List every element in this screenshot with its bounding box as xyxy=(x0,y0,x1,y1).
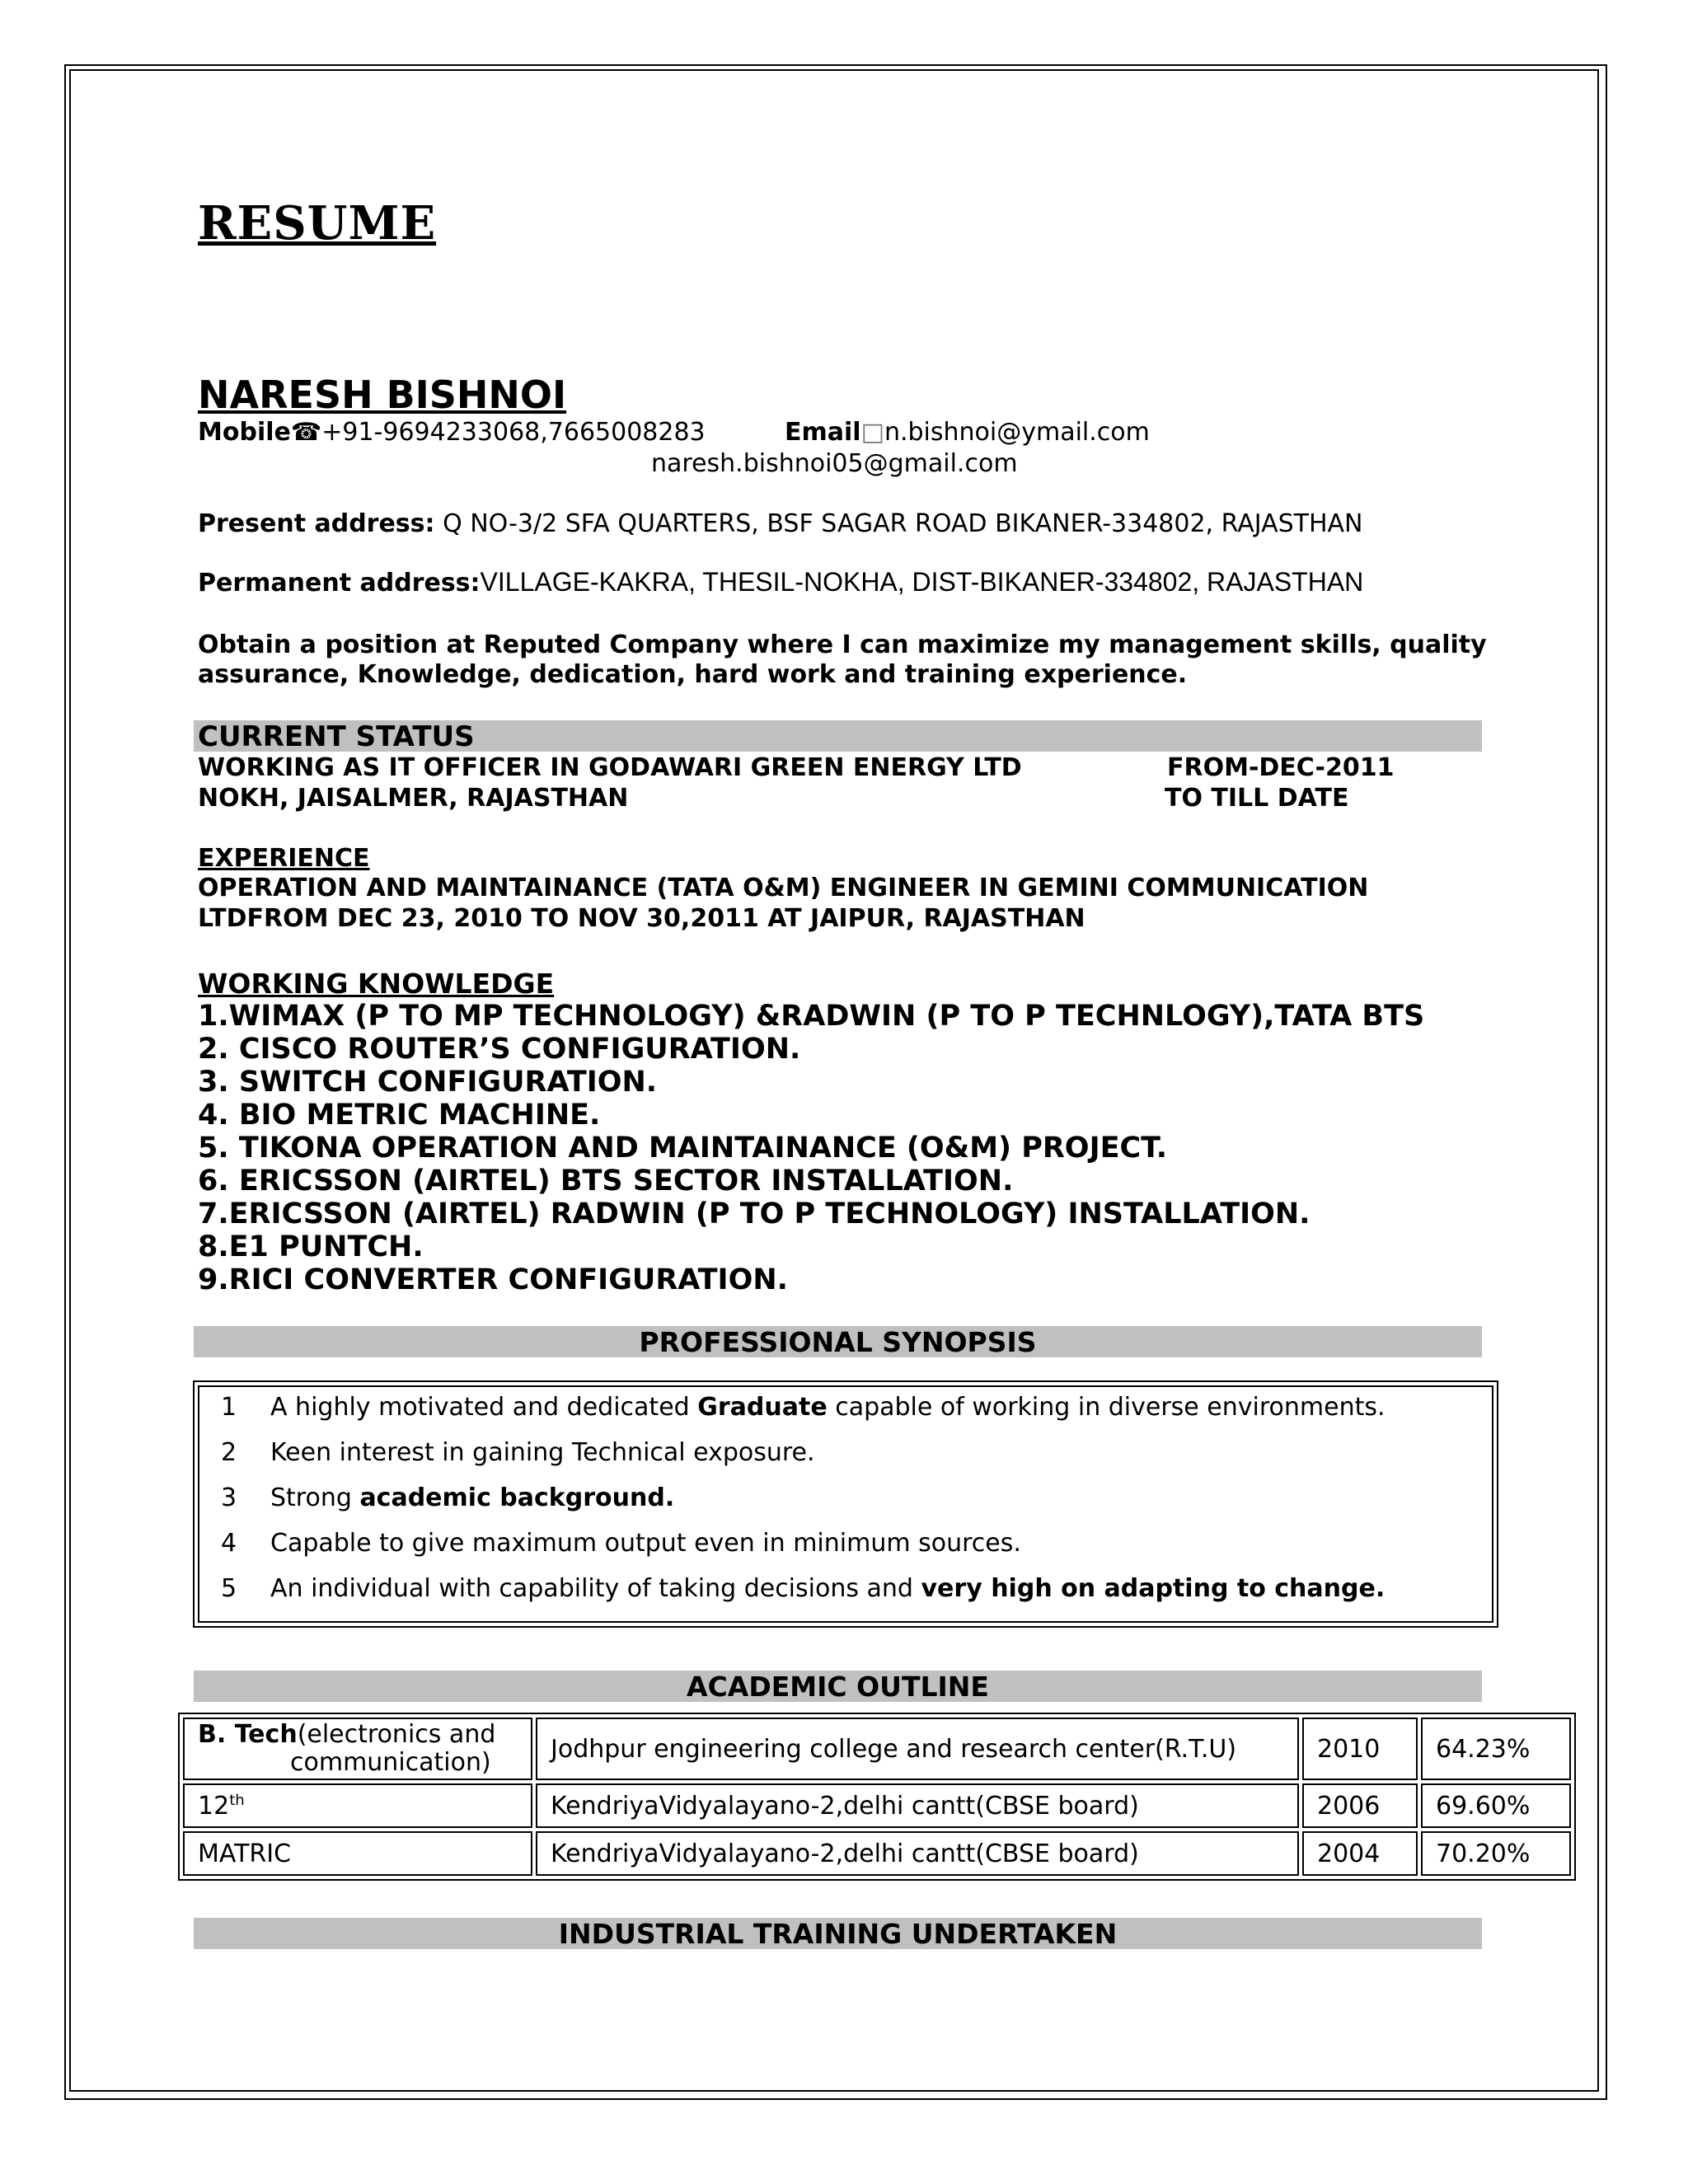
year-cell: 2004 xyxy=(1302,1831,1418,1876)
synopsis-text: Keen interest in gaining Technical exposure. xyxy=(270,1438,815,1467)
permanent-address-label: Permanent address: xyxy=(198,569,481,598)
permanent-address xyxy=(198,567,1363,598)
experience-line-1: OPERATION AND MAINTAINANCE (TATA O&M) ENGINEER IN GEMINI COMMUNICATION xyxy=(198,874,1369,902)
industrial-training-heading: INDUSTRIAL TRAINING UNDERTAKEN xyxy=(558,1918,1118,1950)
resume-title: RESUME xyxy=(198,196,437,251)
present-address xyxy=(198,509,1363,538)
present-address-value: Q NO-3/2 SFA QUARTERS, BSF SAGAR ROAD BIKANER-334802, RAJASTHAN xyxy=(434,509,1363,538)
mobile-value: +91-9694233068,7665008283 xyxy=(321,418,706,447)
synopsis-number: 4 xyxy=(221,1529,237,1558)
email-label: Email xyxy=(785,418,861,447)
table-row xyxy=(183,1831,1571,1876)
email-secondary[interactable]: naresh.bishnoi05@gmail.com xyxy=(651,449,1018,478)
professional-synopsis-heading: PROFESSIONAL SYNOPSIS xyxy=(639,1326,1037,1358)
synopsis-number: 1 xyxy=(221,1393,237,1422)
percent-cell: 64.23% xyxy=(1421,1718,1571,1780)
objective-line-1: Obtain a position at Reputed Company where I can maximize my management skills, quality xyxy=(198,630,1487,659)
degree-cell: 12th xyxy=(183,1783,532,1828)
email-icon: □ xyxy=(860,418,884,447)
current-status-line-2: NOKH, JAISALMER, RAJASTHAN xyxy=(198,784,629,813)
synopsis-number: 3 xyxy=(221,1483,237,1512)
current-status-heading: CURRENT STATUS xyxy=(198,720,475,753)
working-knowledge-item: 6. ERICSSON (AIRTEL) BTS SECTOR INSTALLATION. xyxy=(198,1165,1014,1197)
permanent-address-value: VILLAGE-KAKRA, THESIL-NOKHA, DIST-BIKANER-334802, RAJASTHAN xyxy=(480,567,1364,597)
institute-cell: KendriyaVidyalayano-2,delhi cantt(CBSE board) xyxy=(536,1783,1299,1828)
year-cell: 2010 xyxy=(1302,1718,1418,1780)
institute-cell: KendriyaVidyalayano-2,delhi cantt(CBSE board) xyxy=(536,1831,1299,1876)
academic-table xyxy=(178,1713,1576,1881)
phone-icon: ☎ xyxy=(290,418,322,447)
working-knowledge-item: 1.WIMAX (P TO MP TECHNOLOGY) &RADWIN (P TO P TECHNLOGY),TATA BTS xyxy=(198,1000,1425,1033)
email-primary[interactable]: n.bishnoi@ymail.com xyxy=(884,418,1150,447)
table-row xyxy=(183,1718,1571,1780)
current-status-to: TO TILL DATE xyxy=(1165,784,1349,813)
synopsis-text: Strong academic background. xyxy=(270,1483,675,1512)
percent-cell: 69.60% xyxy=(1421,1783,1571,1828)
current-status-line-1: WORKING AS IT OFFICER IN GODAWARI GREEN ENERGY LTD xyxy=(198,753,1022,782)
academic-outline-heading: ACADEMIC OUTLINE xyxy=(687,1671,989,1703)
table-row xyxy=(183,1783,1571,1828)
working-knowledge-item: 5. TIKONA OPERATION AND MAINTAINANCE (O&M) PROJECT. xyxy=(198,1132,1168,1165)
synopsis-text: A highly motivated and dedicated Graduate capable of working in diverse environments. xyxy=(270,1393,1386,1422)
degree-cell: B. Tech(electronics and communication) xyxy=(183,1718,532,1780)
present-address-label: Present address: xyxy=(198,509,435,538)
degree-cell: MATRIC xyxy=(183,1831,532,1876)
working-knowledge-item: 2. CISCO ROUTER’S CONFIGURATION. xyxy=(198,1033,801,1066)
percent-cell: 70.20% xyxy=(1421,1831,1571,1876)
mobile-label: Mobile xyxy=(198,418,291,447)
email-line xyxy=(785,418,1150,447)
working-knowledge-item: 4. BIO METRIC MACHINE. xyxy=(198,1099,601,1132)
objective-line-2: assurance, Knowledge, dedication, hard work and training experience. xyxy=(198,660,1188,689)
working-knowledge-item: 7.ERICSSON (AIRTEL) RADWIN (P TO P TECHNOLOGY) INSTALLATION. xyxy=(198,1197,1311,1230)
year-cell: 2006 xyxy=(1302,1783,1418,1828)
current-status-from: FROM-DEC-2011 xyxy=(1167,753,1395,782)
working-knowledge-heading: WORKING KNOWLEDGE xyxy=(198,968,555,1000)
synopsis-number: 2 xyxy=(221,1438,237,1467)
working-knowledge-item: 9.RICI CONVERTER CONFIGURATION. xyxy=(198,1263,788,1296)
institute-cell: Jodhpur engineering college and research center(R.T.U) xyxy=(536,1718,1299,1780)
working-knowledge-item: 8.E1 PUNTCH. xyxy=(198,1230,424,1263)
synopsis-number: 5 xyxy=(221,1574,237,1603)
working-knowledge-item: 3. SWITCH CONFIGURATION. xyxy=(198,1066,658,1099)
experience-line-2: LTDFROM DEC 23, 2010 TO NOV 30,2011 AT JAIPUR, RAJASTHAN xyxy=(198,904,1085,933)
synopsis-text: Capable to give maximum output even in minimum sources. xyxy=(270,1529,1021,1558)
mobile-line xyxy=(198,418,706,447)
experience-heading: EXPERIENCE xyxy=(198,844,370,873)
candidate-name: NARESH BISHNOI xyxy=(198,373,567,417)
synopsis-text: An individual with capability of taking decisions and very high on adapting to change. xyxy=(270,1574,1386,1603)
